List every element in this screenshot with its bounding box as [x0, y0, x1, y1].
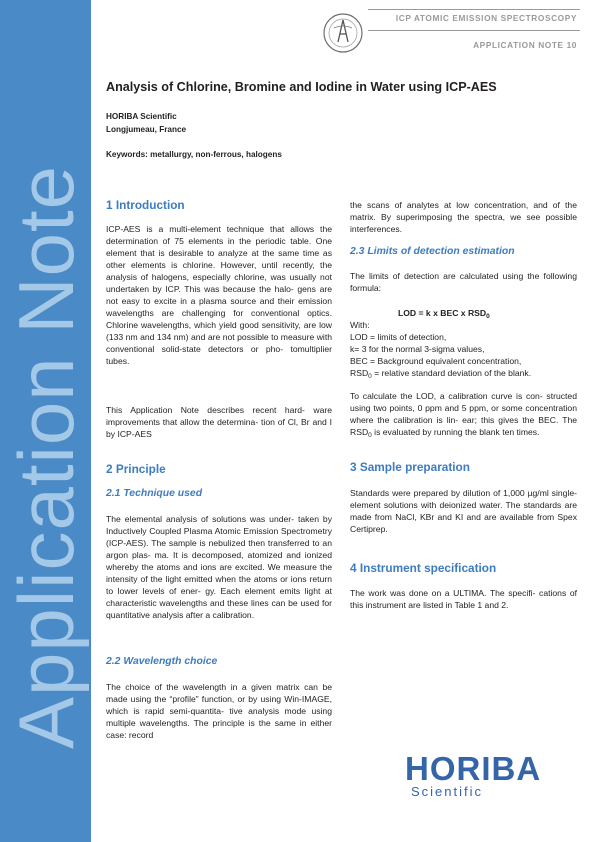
heading-sample-preparation: 3 Sample preparation — [350, 460, 470, 474]
heading-introduction: 1 Introduction — [106, 198, 185, 212]
sample-paragraph: Standards were prepared by dilution of 1,000 µg/ml single-element solutions with deionized water. The standards are made from NaCl, KBr and KI and are available from Spex Certiprep. — [350, 488, 577, 534]
horiba-logo — [405, 752, 541, 799]
page-title: Analysis of Chlorine, Bromine and Iodine in Water using ICP-AES — [106, 80, 497, 94]
technique-paragraph: The elemental analysis of solutions was under- taken by Inductively Coupled Plasma Atomic Emission Spectrometry (ICP-AES). The sample is nebulized then transferred to an argon plas- ma. It is decomposed, atomized and ionized whereby the atoms and ions are excited. We measure the intensity of the light emitted when the atoms or ions return to lower levels of ener- gy. Each element emits light at characteristic wavelengths and these lines can be used for quantitative analysis after a calibration. — [106, 514, 332, 620]
location: Longjumeau, France — [106, 125, 187, 134]
keywords: Keywords: metallurgy, non-ferrous, halogens — [106, 150, 282, 159]
header-series: ICP ATOMIC EMISSION SPECTROSCOPY — [395, 13, 577, 23]
calibration-paragraph: To calculate the LOD, a calibration curve is con- structed using two points, 0 ppm and 5 ppm, or some concentration where the calibration is lin- ear; this gives the BEC. The $RSD_0$ is evaluated by running the blank ten times. — [350, 391, 577, 439]
logo-wordmark: HORIBA — [405, 750, 542, 787]
heading-technique-used: 2.1 Technique used — [106, 488, 203, 499]
definition-bec: BEC = Background equivalent concentration, — [350, 356, 522, 366]
definition-lod: LOD = limits of detection, — [350, 332, 447, 342]
wavelength-paragraph: The choice of the wavelength in a given matrix can be made using the “profile” function, or by using Win-IMAGE, which is rapid semi-quantita- tive analysis mode using multiple wavelengths. The principle is the same in either case: record — [106, 682, 332, 740]
heading-lod-estimation: 2.3 Limits of detection estimation — [350, 246, 515, 257]
seal-icon — [322, 12, 364, 54]
wavelength-paragraph-continued: the scans of analytes at low concentration, and of the matrix. By superimposing the spectra, we see possible interferences. — [350, 200, 577, 234]
lod-formula: LOD = k x BEC x $RSD_0$ — [398, 308, 490, 320]
lod-paragraph: The limits of detection are calculated using the following formula: — [350, 271, 577, 293]
logo-subtitle: Scientific — [411, 784, 484, 799]
definition-rsd: $RSD_0$ = relative standard deviation of the blank. — [350, 368, 532, 380]
heading-instrument-specification: 4 Instrument specification — [350, 561, 497, 575]
intro-paragraph-1: ICP-AES is a multi-element technique that allows the determination of 75 elements in the periodic table. One element that is desirable to analyze at the same time as other elements is chlorine. However, until recently, the analysis of halogens, especially chlorine, was usually not undertaken by ICP. This was because the halo- gens are not easy to excite in a plasma source and their emission wavelengths are challenging for conventional optics. Chlorine wavelengths, which yield good sensitivity, are low (133 nm and 134 nm) and are not possible to measure with conventional solid-state detectors or pho- tomultiplier tubes. — [106, 224, 332, 366]
sidebar-band — [0, 0, 91, 842]
heading-wavelength-choice: 2.2 Wavelength choice — [106, 656, 218, 667]
definition-k: k= 3 for the normal 3-sigma values, — [350, 344, 485, 354]
sidebar-title: Application Note — [2, 164, 90, 749]
header-rule-middle — [368, 30, 580, 31]
company-name: HORIBA Scientific — [106, 112, 177, 121]
heading-principle: 2 Principle — [106, 462, 166, 476]
lod-definitions — [350, 319, 577, 383]
header-rule-top — [368, 9, 580, 10]
header-note-number: APPLICATION NOTE 10 — [473, 40, 577, 50]
intro-paragraph-2: This Application Note describes recent hard- ware improvements that allow the determina- tion of Cl, Br and I by ICP-AES — [106, 405, 332, 439]
definitions-intro: With: — [350, 320, 370, 330]
instrument-paragraph: The work was done on a ULTIMA. The specifi- cations of this instrument are listed in Table 1 and 2. — [350, 588, 577, 610]
